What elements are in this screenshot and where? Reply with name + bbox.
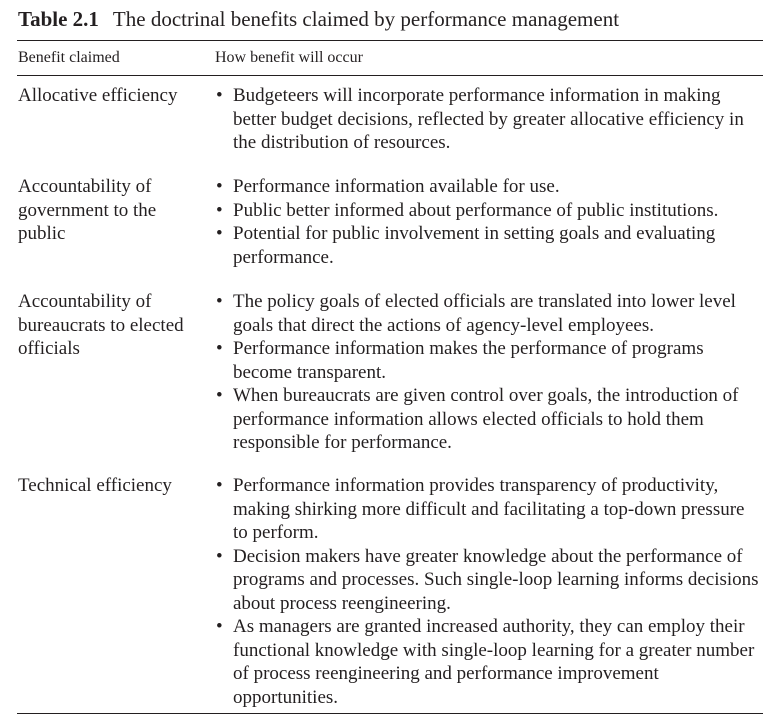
bullet-icon: •: [216, 199, 223, 221]
bottom-rule: [17, 713, 763, 714]
table-caption: [18, 6, 619, 32]
benefit-cell: Technical efficiency: [18, 475, 172, 496]
bullet-item: • Performance information available for use.: [216, 176, 560, 197]
bullet-icon: •: [216, 385, 223, 406]
bullet-item: • The policy goals of elected officials are translated into lower level goals that direct the actions of agency-level employees.: [216, 291, 736, 336]
table-number: Table 2.1: [18, 7, 99, 31]
bullet-item: • Public better informed about performance of public institutions.: [216, 199, 719, 221]
benefit-cell: Allocative efficiency: [18, 85, 178, 106]
bullet-icon: •: [216, 176, 223, 197]
bullet-icon: •: [216, 338, 223, 359]
bullet-item: • As managers are granted increased authority, they can employ their functional knowledge with single-loop learning for a greater number of process reengineering and performance improvement opportunities.: [216, 616, 755, 708]
top-rule: [17, 40, 763, 41]
bullet-list: [215, 84, 763, 155]
bullet-list: [215, 474, 763, 709]
bullet-icon: •: [216, 475, 223, 496]
bullet-icon: •: [216, 85, 223, 106]
column-header-benefit: Benefit claimed: [18, 49, 120, 66]
table-title: The doctrinal benefits claimed by performance management: [112, 7, 620, 31]
bullet-item: • When bureaucrats are given control over goals, the introduction of performance information allows elected officials to hold them responsible for performance.: [216, 385, 739, 453]
bullet-item: • Performance information makes the performance of programs become transparent.: [216, 338, 704, 383]
bullet-icon: •: [216, 291, 223, 312]
header-rule: [17, 75, 763, 76]
bullet-icon: •: [216, 223, 223, 244]
column-header-how: How benefit will occur: [215, 49, 363, 66]
bullet-item: • Potential for public involvement in setting goals and evaluating performance.: [216, 223, 716, 268]
bullet-icon: •: [216, 616, 223, 637]
bullet-item: • Performance information provides transparency of productivity, making shirking more difficult and facilitating a top-down pressure to perform.: [216, 475, 745, 543]
bullet-icon: •: [216, 545, 223, 567]
bullet-item: • Decision makers have greater knowledge about the performance of programs and processes. Such single-loop learning informs decisions about process reengineering.: [216, 545, 759, 614]
benefit-cell: Accountability of government to the public: [18, 176, 157, 244]
benefit-cell: Accountability of bureaucrats to elected officials: [18, 291, 184, 359]
bullet-list: [215, 290, 763, 455]
bullet-list: [215, 175, 763, 269]
bullet-item: • Budgeteers will incorporate performance information in making better budget decisions, reflected by greater allocative efficiency in the distribution of resources.: [216, 85, 744, 153]
